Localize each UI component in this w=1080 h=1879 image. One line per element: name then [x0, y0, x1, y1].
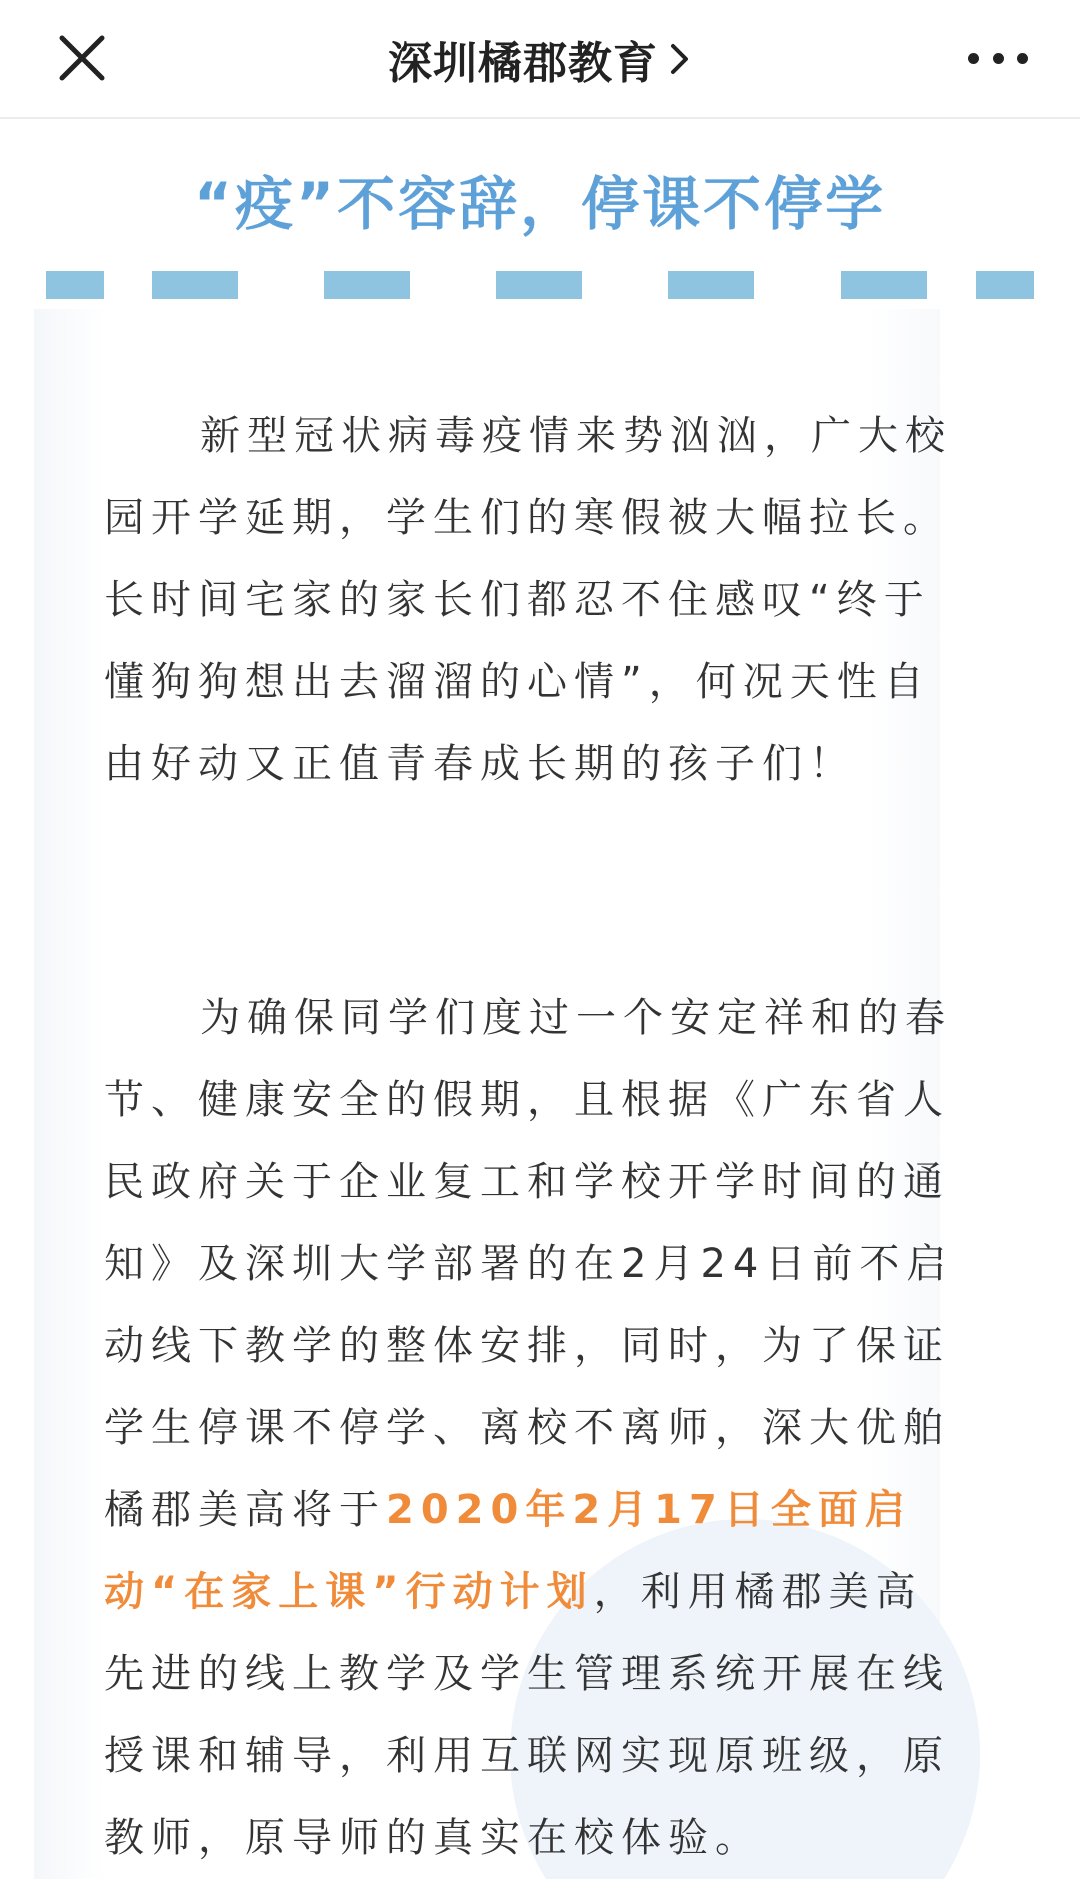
dash-segment: [152, 271, 238, 299]
chevron-right-icon: [668, 41, 692, 77]
more-icon-dot: [993, 53, 1004, 64]
more-icon-dot: [1017, 53, 1028, 64]
close-icon: [52, 28, 112, 88]
announcement-highlight: 2020年2月17日全面启动“在家上课”行动计划: [104, 1487, 912, 1615]
close-button[interactable]: [52, 28, 112, 88]
article-content[interactable]: [0, 119, 1080, 1879]
announcement-text-before: 为确保同学们度过一个安定祥和的春节、健康安全的假期，且根据《广东省人民政府关于企业复工和学校开学时间的通知》及深圳大学部署的在2月24日前不启动线下教学的整体安排，同时，为了保证学生停课不停学、离校不离师，深大优舶橘郡美高将于: [104, 995, 954, 1533]
article-headline: “疫”不容辞，停课不停学: [193, 170, 887, 238]
dash-segment: [841, 271, 927, 299]
paragraph-announcement: [104, 977, 964, 1879]
announcement-text-after: ，利用橘郡美高先进的线上教学及学生管理系统开展在线授课和辅导，利用互联网实现原班级，原教师，原导师的真实在校体验。: [104, 1569, 950, 1861]
account-title-link[interactable]: [388, 27, 692, 91]
more-options-button[interactable]: [968, 36, 1028, 80]
account-title: 深圳橘郡教育: [388, 37, 658, 89]
dash-segment: [324, 271, 410, 299]
dash-segment: [976, 271, 1034, 299]
top-nav-bar: [0, 0, 1080, 119]
dash-segment: [496, 271, 582, 299]
dash-segment: [668, 271, 754, 299]
decorative-dash-divider: [46, 271, 1036, 299]
paragraph-intro: 新型冠状病毒疫情来势汹汹，广大校园开学延期，学生们的寒假被大幅拉长。长时间宅家的家长们都忍不住感叹“终于懂狗狗想出去溜溜的心情”，何况天性自由好动又正值青春成长期的孩子们！: [104, 413, 952, 787]
more-icon: [968, 53, 979, 64]
dash-segment: [46, 271, 104, 299]
